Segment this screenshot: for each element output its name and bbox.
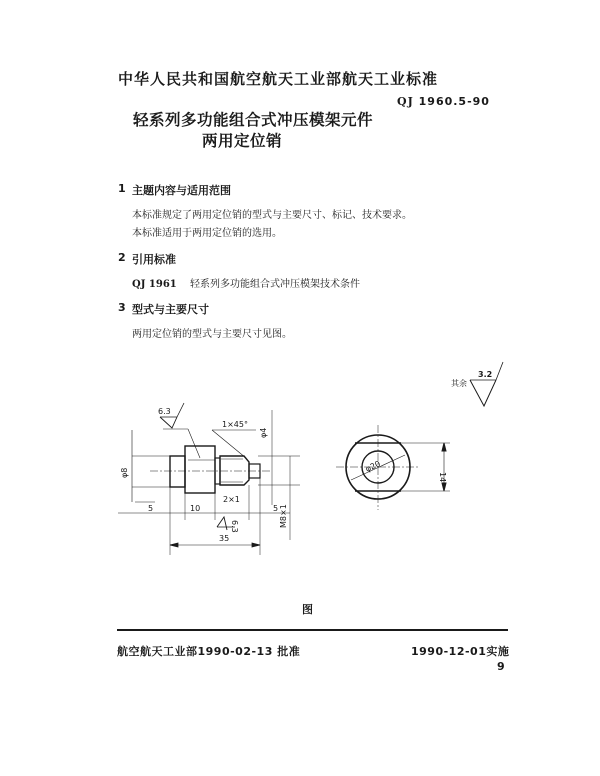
figure-caption: 图 bbox=[302, 603, 313, 616]
roughness-other-symbol bbox=[470, 362, 503, 406]
circle-dia-label: φ20 bbox=[364, 459, 382, 474]
section-2-heading: 引用标准 bbox=[132, 253, 176, 266]
reference-code: QJ 1961 bbox=[132, 279, 177, 290]
section-1-number: 1 bbox=[118, 182, 126, 195]
approval-date: 航空航天工业部1990-02-13 批准 bbox=[117, 645, 301, 658]
roughness-top-value: 6.3 bbox=[158, 407, 171, 416]
section-3-heading: 型式与主要尺寸 bbox=[132, 303, 209, 316]
document-title-line2: 两用定位销 bbox=[202, 132, 283, 150]
undercut-label: 2×1 bbox=[223, 495, 240, 504]
thread-label: M8×1 bbox=[279, 504, 288, 528]
section-1-paragraph-1: 本标准规定了两用定位销的型式与主要尺寸、标记、技术要求。 bbox=[132, 210, 412, 221]
pin-side-view bbox=[150, 446, 272, 493]
pin-front-view bbox=[336, 425, 450, 510]
dim-35: 35 bbox=[219, 534, 230, 543]
page-number: 9 bbox=[497, 660, 505, 673]
footer-rule bbox=[117, 629, 508, 631]
flat-width-label: 14 bbox=[438, 472, 447, 483]
dim-5-left: 5 bbox=[148, 504, 154, 513]
roughness-other-value: 3.2 bbox=[478, 370, 493, 379]
dim-10: 10 bbox=[190, 504, 201, 513]
dim-5-right: 5 bbox=[273, 504, 279, 513]
roughness-other-label: 其余 bbox=[451, 379, 467, 388]
standard-number: 1960.5-90 bbox=[418, 95, 490, 108]
section-3-paragraph-1: 两用定位销的型式与主要尺寸见图。 bbox=[132, 329, 292, 340]
dia-right-label: φ4 bbox=[259, 427, 268, 438]
document-title-line1: 轻系列多功能组合式冲压模架元件 bbox=[133, 111, 374, 129]
reference-title: 轻系列多功能组合式冲压模架技术条件 bbox=[189, 279, 360, 290]
roughness-bottom-value: 6.3 bbox=[230, 520, 239, 533]
section-3-number: 3 bbox=[118, 301, 126, 314]
section-1-heading: 主题内容与适用范围 bbox=[132, 184, 231, 197]
chamfer-label: 1×45° bbox=[222, 420, 248, 429]
effective-date: 1990-12-01实施 bbox=[411, 645, 510, 658]
dia-left-label: φ8 bbox=[120, 467, 129, 478]
issuing-organization: 中华人民共和国航空航天工业部航天工业标准 bbox=[118, 70, 439, 88]
standard-prefix: QJ bbox=[397, 95, 414, 108]
section-1-paragraph-2: 本标准适用于两用定位销的选用。 bbox=[132, 228, 282, 239]
section-2-number: 2 bbox=[118, 251, 126, 264]
